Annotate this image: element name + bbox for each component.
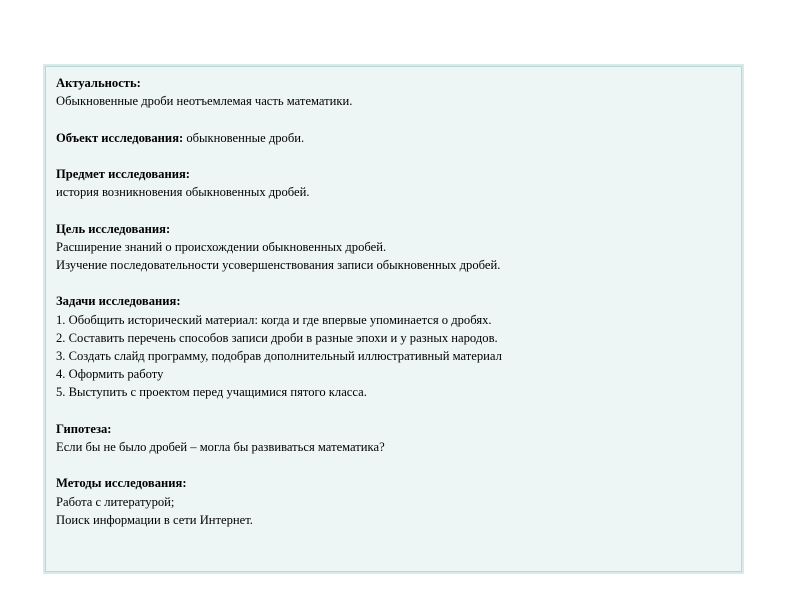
spacer: [56, 110, 733, 128]
subject-text: история возникновения обыкновенных дробей.: [56, 185, 310, 200]
task-item-2: 2. Составить перечень способов записи дроби в разные эпохи и у разных народов.: [56, 330, 498, 345]
methods-line-1: Работа с литературой;: [56, 494, 175, 509]
research-text: [56, 74, 733, 529]
object-line: [56, 129, 733, 147]
task-item-5: 5. Выступить с проектом перед учащимися пятого класса.: [56, 385, 367, 400]
object-text: обыкновенные дроби.: [183, 130, 305, 145]
methods-line-2: Поиск информации в сети Интернет.: [56, 512, 253, 527]
relevance-text: Обыкновенные дроби неотъемлемая часть математики.: [56, 94, 353, 109]
task-item-3: 3. Создать слайд программу, подобрав дополнительный иллюстративный материал: [56, 348, 502, 363]
hypothesis-heading: Гипотеза:: [56, 421, 112, 436]
spacer: [56, 274, 733, 292]
spacer: [56, 147, 733, 165]
object-heading: Объект исследования:: [56, 130, 184, 145]
relevance-heading: Актуальность:: [56, 76, 141, 90]
task-item-4: 4. Оформить работу: [56, 367, 164, 382]
spacer: [56, 456, 733, 474]
slide-content-box: [45, 66, 742, 572]
hypothesis-text: Если бы не было дробей – могла бы развиваться математика?: [56, 439, 385, 454]
task-item-1: 1. Обобщить исторический материал: когда и где впервые упоминается о дробях.: [56, 312, 492, 327]
goal-line-2: Изучение последовательности усовершенствования записи обыкновенных дробей.: [56, 257, 501, 272]
spacer: [56, 201, 733, 219]
goal-line-1: Расширение знаний о происхождении обыкновенных дробей.: [56, 239, 387, 254]
goal-heading: Цель исследования:: [56, 221, 171, 236]
tasks-heading: Задачи исследования:: [56, 294, 181, 309]
spacer: [56, 402, 733, 420]
methods-heading: Методы исследования:: [56, 476, 187, 491]
subject-heading: Предмет исследования:: [56, 166, 190, 181]
